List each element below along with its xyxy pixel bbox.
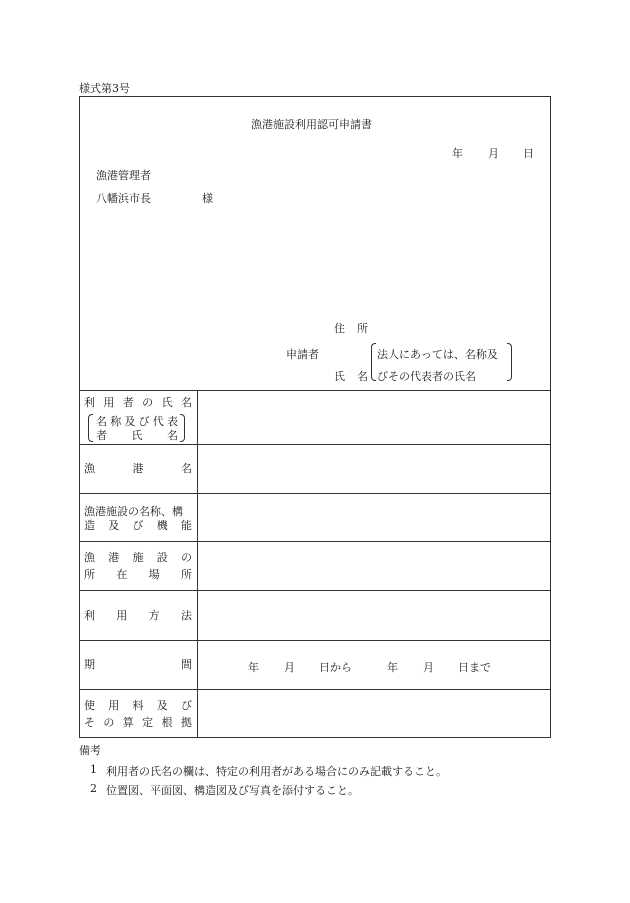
period-to-day: 日まで xyxy=(458,661,491,674)
period-from-month: 月 xyxy=(284,661,295,674)
period-to-year: 年 xyxy=(387,661,398,674)
label-char: び xyxy=(132,519,144,532)
label-char: 漁 xyxy=(84,551,95,564)
label-char: の xyxy=(142,396,154,409)
label-char: 者 xyxy=(96,429,107,442)
left-bracket xyxy=(88,414,93,442)
corporate-note-line1: 法人にあっては、名称及 xyxy=(377,348,498,361)
label-char: 定 xyxy=(142,716,154,729)
row-divider xyxy=(79,640,551,641)
row-divider xyxy=(79,444,551,445)
period-from-day: 日から xyxy=(319,661,352,674)
addressee-honorific: 様 xyxy=(202,192,213,205)
date-year: 年 xyxy=(452,147,463,160)
address-label-1: 住 xyxy=(334,322,345,335)
label-char: 場 xyxy=(148,568,160,581)
location-label-line1 xyxy=(84,552,192,563)
right-bracket xyxy=(180,414,185,442)
period-to-month: 月 xyxy=(423,661,434,674)
row-divider xyxy=(79,689,551,690)
facility-label-line1: 漁港施設の名称、構 xyxy=(84,505,183,518)
label-char: 能 xyxy=(181,519,192,532)
form-number: 様式第3号 xyxy=(79,82,130,95)
label-char: 名 xyxy=(96,415,107,428)
column-divider xyxy=(197,390,198,738)
label-char: 使 xyxy=(84,699,95,712)
addressee-title: 漁港管理者 xyxy=(96,169,151,182)
remarks-heading: 備考 xyxy=(79,744,101,757)
form-title: 漁港施設利用認可申請書 xyxy=(251,118,372,131)
addressee-name: 八幡浜市長 xyxy=(96,192,151,205)
right-bracket xyxy=(507,343,512,381)
label-char: 代 xyxy=(152,415,164,428)
label-char: 期 xyxy=(84,658,95,671)
facility-label-line2 xyxy=(84,520,192,531)
user-name-label xyxy=(84,397,192,408)
label-char: 及 xyxy=(124,415,136,428)
row-divider xyxy=(79,541,551,542)
label-char: 港 xyxy=(132,462,144,475)
location-label-line2 xyxy=(84,569,192,580)
label-char: そ xyxy=(84,716,95,729)
label-char: び xyxy=(181,699,192,712)
label-char: の xyxy=(181,551,192,564)
user-name-sub1 xyxy=(96,416,178,427)
period-from-year: 年 xyxy=(248,661,259,674)
usage-method-label xyxy=(84,610,192,621)
name-label-2: 名 xyxy=(357,370,368,383)
address-label-2: 所 xyxy=(357,322,368,335)
label-char: 所 xyxy=(180,568,192,581)
label-char: び xyxy=(138,415,150,428)
label-char: 料 xyxy=(132,699,144,712)
remark-text: 利用者の氏名の欄は、特定の利用者がある場合にのみ記載すること。 xyxy=(106,765,447,778)
label-char: 間 xyxy=(181,658,192,671)
label-char: 漁 xyxy=(84,462,95,475)
label-char: 用 xyxy=(103,396,115,409)
user-name-sub2 xyxy=(96,430,178,441)
label-char: 名 xyxy=(167,429,178,442)
remark-number: 1 xyxy=(90,763,97,776)
label-char: 設 xyxy=(156,551,168,564)
label-char: 及 xyxy=(156,699,168,712)
applicant-label: 申請者 xyxy=(286,348,319,361)
label-char: 者 xyxy=(122,396,134,409)
date-day: 日 xyxy=(523,147,534,160)
label-char: 在 xyxy=(116,568,128,581)
label-char: 根 xyxy=(161,716,173,729)
label-char: 氏 xyxy=(131,429,143,442)
label-char: 名 xyxy=(180,396,192,409)
label-char: 施 xyxy=(132,551,144,564)
fee-label-line1 xyxy=(84,700,192,711)
label-char: 造 xyxy=(84,519,95,532)
port-name-label xyxy=(84,463,192,474)
label-char: 名 xyxy=(181,462,192,475)
row-divider xyxy=(79,390,551,391)
label-char: 用 xyxy=(108,699,120,712)
row-divider xyxy=(79,590,551,591)
label-char: 氏 xyxy=(161,396,173,409)
label-char: 港 xyxy=(108,551,120,564)
label-char: 法 xyxy=(180,609,192,622)
fee-label-line2 xyxy=(84,717,192,728)
remark-number: 2 xyxy=(90,782,97,795)
corporate-note-line2: びその代表者の氏名 xyxy=(377,370,476,383)
label-char: 利 xyxy=(84,396,95,409)
name-label-1: 氏 xyxy=(334,370,345,383)
label-char: 拠 xyxy=(180,716,192,729)
label-char: 方 xyxy=(148,609,160,622)
label-char: の xyxy=(103,716,115,729)
date-month: 月 xyxy=(488,147,499,160)
period-label xyxy=(84,659,192,670)
label-char: 機 xyxy=(156,519,168,532)
label-char: 用 xyxy=(116,609,128,622)
label-char: 所 xyxy=(84,568,95,581)
left-bracket xyxy=(371,343,376,381)
label-char: 利 xyxy=(84,609,95,622)
label-char: 及 xyxy=(108,519,120,532)
row-divider xyxy=(79,493,551,494)
remark-text: 位置図、平面図、構造図及び写真を添付すること。 xyxy=(106,784,359,797)
label-char: 称 xyxy=(110,415,122,428)
label-char: 表 xyxy=(166,415,178,428)
label-char: 算 xyxy=(122,716,134,729)
